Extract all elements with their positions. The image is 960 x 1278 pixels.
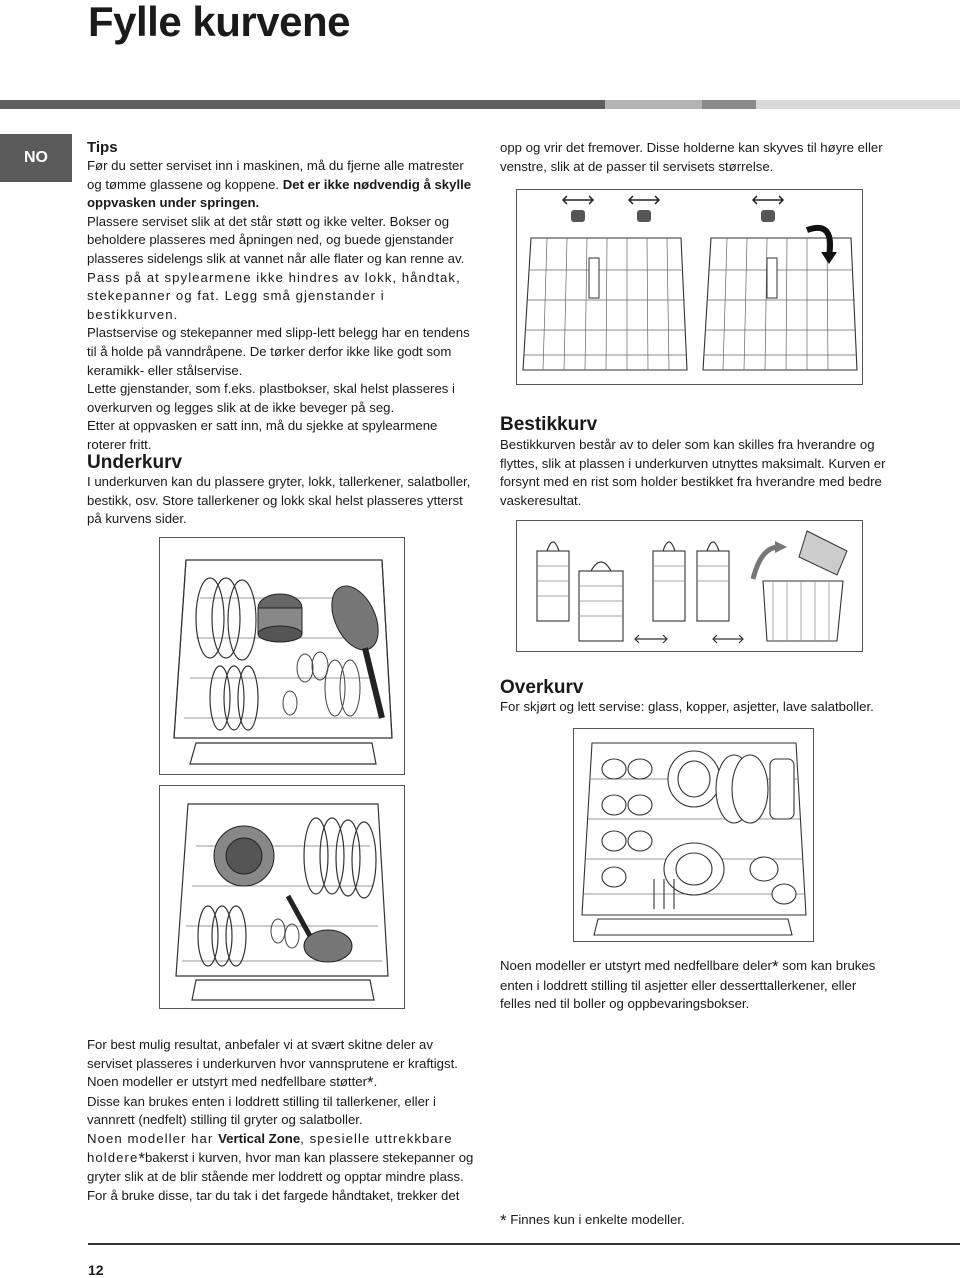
overkurv-heading: Overkurv [500, 677, 584, 698]
footer-rule [88, 1243, 960, 1245]
header-rule-light [756, 100, 960, 109]
bottom-left-p4d: bakerst i kurven, hvor man kan plassere stekepanner og gryter slik at de blir stående mer loddrett og opptar mindre plass. For å bruke disse, tar du tak i det fargede håndtaket, trekker det [87, 1149, 474, 1203]
bottom-left-p2a: Noen modeller er utstyrt med nedfellbare støtter [87, 1074, 367, 1090]
bottom-left-p4a: Noen modeller har [87, 1130, 219, 1146]
right-top-text: opp og vrir det fremover. Disse holderne kan skyves til høyre eller venstre, slik at de passer til servisets størrelse. [500, 140, 883, 174]
asterisk-glyph: * [138, 1148, 145, 1168]
footnote-text: Finnes kun i enkelte modeller. [506, 1212, 685, 1227]
tips-paragraph-4: Plastservise og stekepanner med slipp-lett belegg har en tendens til å holde på vanndråpene. De tørker derfor ikke like godt som keramikk- eller stålservise. [87, 325, 470, 378]
bestikkurv-text: Bestikkurven består av to deler som kan skilles fra hverandre og flyttes, slik at plassen i underkurven utnyttes maksimalt. Kurven er forsynt med en rist som holder bestikket fra hverandre med bedre vaskeresultat. [500, 437, 886, 508]
cutlery-basket-illustration [516, 520, 863, 652]
bottom-left-paragraph-2 [87, 1073, 475, 1093]
tips-paragraph-3: Pass på at spylearmene ikke hindres av lokk, håndtak, stekepanner og fat. Legg små gjenstander i bestikkurven. [87, 269, 461, 322]
header-rule-dark-2 [702, 100, 756, 109]
page-number: 12 [88, 1262, 104, 1278]
footnote-asterisk: * [500, 1211, 507, 1230]
bottom-left-p2b: . [373, 1074, 378, 1090]
tips-heading: Tips [87, 139, 118, 156]
underkurv-text: I underkurven kan du plassere gryter, lokk, tallerkener, salatboller, bestikk, osv. Store tallerkener og lokk skal helst plasseres ytterst på kurvens sider. [87, 474, 471, 527]
bottom-left-paragraph-3: Disse kan brukes enten i loddrett stilling til tallerkener, eller i vannrett (nedfelt) stilling til gryter og salatboller. [87, 1093, 436, 1128]
lower-basket-illustration-1 [159, 537, 405, 775]
tips-line1-bold: Det er ikke nødvendig å skylle oppvasken under springen. [87, 176, 472, 211]
vertical-zone-illustration [516, 189, 863, 385]
right-bottom-text [500, 957, 890, 1014]
overkurv-text: For skjørt og lett servise: glass, kopper, asjetter, lave salatboller. [500, 699, 874, 714]
tips-paragraph-2: Plassere serviset slik at det står støtt og ikke velter. Bokser og beholdere plasseres med åpningen ned, og buede gjenstander plasseres sidelengs slik at vannet når alle flater og kan renne av. [87, 213, 465, 266]
bestikkurv-heading: Bestikkurv [500, 414, 598, 435]
bottom-left-paragraph-4 [87, 1130, 475, 1205]
upper-basket-illustration [573, 728, 814, 942]
bottom-left-p4c: , spesielle uttrekkbare holdere [87, 1130, 453, 1165]
right-bottom-p1b: som kan brukes enten i loddrett stilling til asjetter eller desserttallerkener, eller felles ned til boller og oppbevaringsbokser. [500, 958, 876, 1012]
bottom-left-text [87, 1036, 475, 1205]
tips-paragraph-6: Etter at oppvasken er satt inn, må du sjekke at spylearmene roterer fritt. [87, 418, 438, 452]
underkurv-heading: Underkurv [87, 452, 183, 473]
lower-basket-illustration-2 [159, 785, 405, 1009]
bottom-left-paragraph-1: For best mulig resultat, anbefaler vi at svært skitne deler av serviset plasseres i underkurven hvor vannsprutene er kraftigst. [87, 1037, 458, 1071]
tips-line1: Før du setter serviset inn i maskinen, må du fjerne alle matrester og tømme glassene og koppene. [87, 158, 464, 192]
tips-paragraph-1 [87, 157, 475, 213]
header-rule-dark [0, 100, 605, 109]
vertical-zone-label: Vertical Zone [218, 1130, 301, 1146]
tips-section [87, 139, 475, 455]
footnote [500, 1211, 890, 1231]
header-rule-mid [605, 100, 702, 109]
page-title: Fylle kurvene [88, 0, 350, 45]
right-bottom-paragraph [500, 957, 890, 1014]
asterisk-glyph: * [771, 957, 779, 976]
language-tab: NO [0, 134, 72, 182]
asterisk-glyph: * [367, 1073, 374, 1093]
tips-paragraph-5: Lette gjenstander, som f.eks. plastbokser, skal helst plasseres i overkurven og legges slik at de ikke beveger på seg. [87, 381, 455, 415]
right-bottom-p1a: Noen modeller er utstyrt med nedfellbare deler [500, 958, 772, 973]
